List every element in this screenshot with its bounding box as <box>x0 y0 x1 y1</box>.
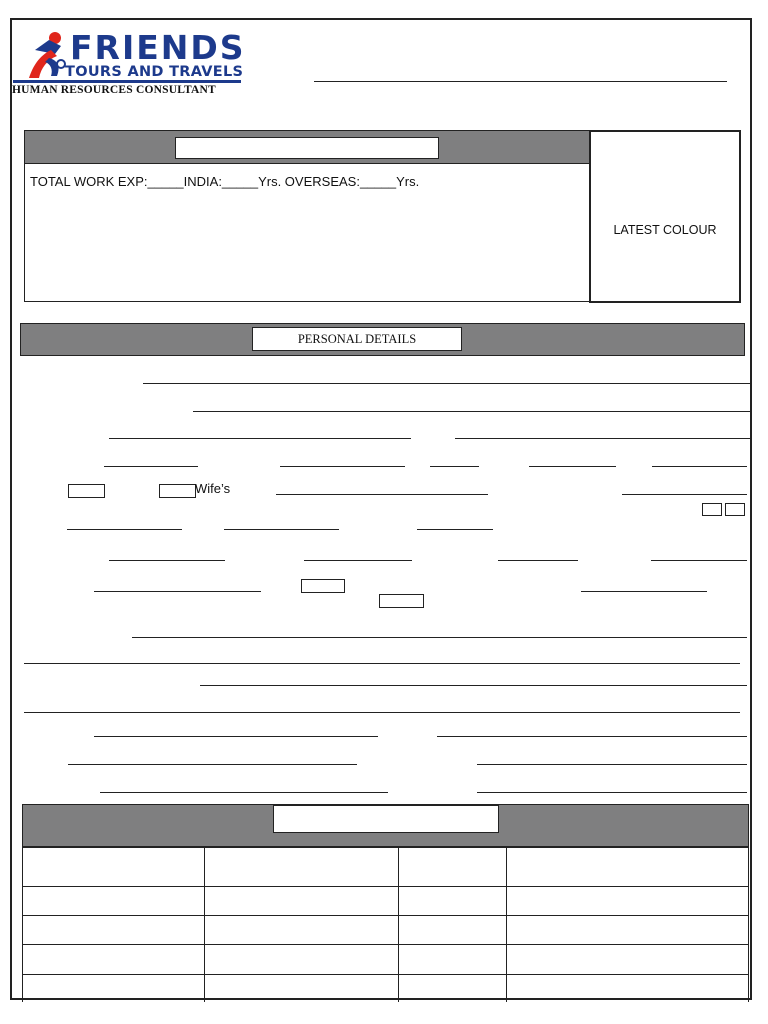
field-line[interactable] <box>477 792 747 793</box>
wife-label: Wife’s <box>195 481 231 496</box>
field-line[interactable] <box>94 736 378 737</box>
table-header-cell[interactable] <box>398 847 507 887</box>
table-cell[interactable] <box>398 886 507 916</box>
field-line[interactable] <box>68 764 357 765</box>
field-line[interactable] <box>304 560 412 561</box>
table-header-cell[interactable] <box>204 847 399 887</box>
field-line[interactable] <box>193 411 750 412</box>
table-title-box[interactable] <box>273 805 499 833</box>
field-line[interactable] <box>104 466 198 467</box>
experience-title-box[interactable] <box>175 137 439 159</box>
company-logo <box>13 28 246 82</box>
address-line[interactable] <box>24 663 740 664</box>
field-line[interactable] <box>109 560 225 561</box>
photo-label: LATEST COLOUR <box>613 223 717 237</box>
logo-underline <box>13 80 241 83</box>
table-cell[interactable] <box>22 974 205 1002</box>
table-cell[interactable] <box>398 974 507 1002</box>
photo-box[interactable] <box>589 130 741 303</box>
checkbox[interactable] <box>301 579 345 593</box>
table-cell[interactable] <box>22 915 205 945</box>
table-cell[interactable] <box>506 974 749 1002</box>
table-cell[interactable] <box>22 944 205 975</box>
personal-details-title: PERSONAL DETAILS <box>252 327 462 351</box>
field-line[interactable] <box>280 466 405 467</box>
logo-name: FRIENDS <box>70 28 246 67</box>
table-cell[interactable] <box>506 944 749 975</box>
table-header-cell[interactable] <box>22 847 205 887</box>
field-line[interactable] <box>67 529 182 530</box>
checkbox[interactable] <box>702 503 722 516</box>
field-line[interactable] <box>430 466 479 467</box>
field-line[interactable] <box>529 466 616 467</box>
table-cell[interactable] <box>204 886 399 916</box>
field-line[interactable] <box>622 494 747 495</box>
field-line[interactable] <box>437 736 747 737</box>
address-line[interactable] <box>24 712 740 713</box>
checkbox[interactable] <box>725 503 745 516</box>
field-line[interactable] <box>581 591 707 592</box>
table-cell[interactable] <box>506 886 749 916</box>
table-cell[interactable] <box>506 915 749 945</box>
field-line[interactable] <box>651 560 747 561</box>
table-cell[interactable] <box>204 915 399 945</box>
company-tagline: HUMAN RESOURCES CONSULTANT <box>12 84 216 96</box>
field-line[interactable] <box>224 529 339 530</box>
table-cell[interactable] <box>398 915 507 945</box>
field-line[interactable] <box>94 591 261 592</box>
field-line[interactable] <box>417 529 493 530</box>
table-cell[interactable] <box>204 974 399 1002</box>
address-line[interactable] <box>132 637 747 638</box>
field-line[interactable] <box>652 466 747 467</box>
table-cell[interactable] <box>22 886 205 916</box>
table-cell[interactable] <box>398 944 507 975</box>
field-line[interactable] <box>143 383 750 384</box>
checkbox[interactable] <box>159 484 196 498</box>
field-line[interactable] <box>100 792 388 793</box>
total-work-exp-field[interactable]: TOTAL WORK EXP:_____INDIA:_____Yrs. OVERSEAS:_____Yrs. <box>30 174 420 189</box>
header-line[interactable] <box>314 81 727 82</box>
table-cell[interactable] <box>204 944 399 975</box>
field-line[interactable] <box>276 494 488 495</box>
travel-figure-icon <box>21 30 69 80</box>
table-header-cell[interactable] <box>506 847 749 887</box>
field-line[interactable] <box>455 438 750 439</box>
checkbox[interactable] <box>68 484 105 498</box>
logo-subtitle: TOURS AND TRAVELS <box>65 64 244 80</box>
address-line[interactable] <box>200 685 747 686</box>
field-line[interactable] <box>109 438 411 439</box>
checkbox[interactable] <box>379 594 424 608</box>
field-line[interactable] <box>498 560 578 561</box>
field-line[interactable] <box>477 764 747 765</box>
